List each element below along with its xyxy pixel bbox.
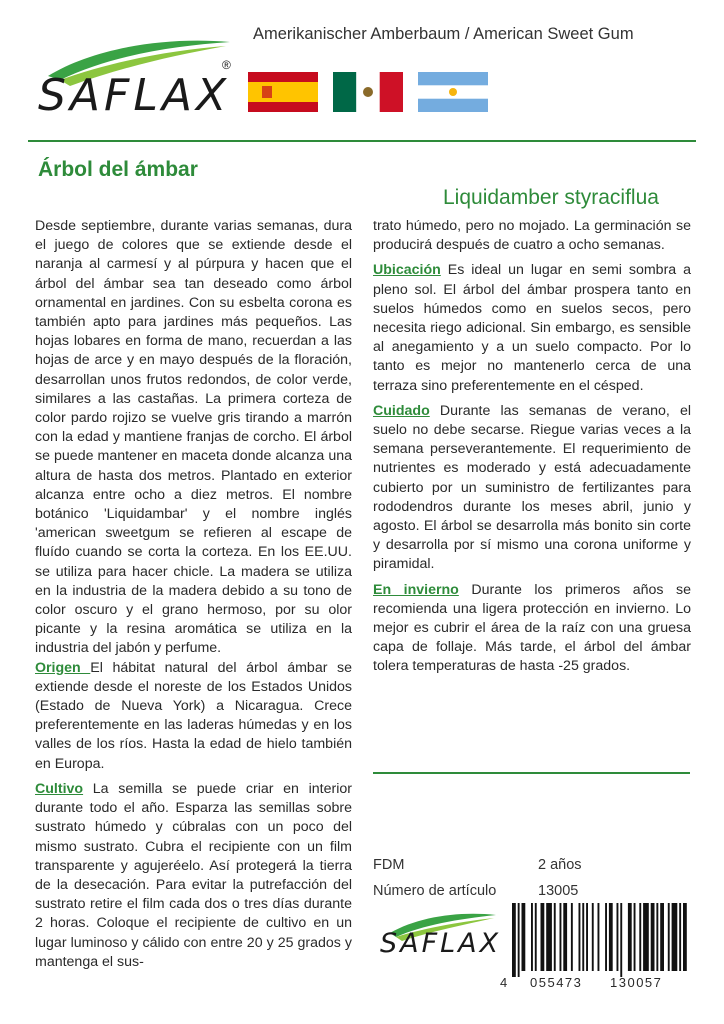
- saflax-logo: [30, 28, 240, 123]
- continuation-paragraph: trato húmedo, pero no mojado. La germinación se producirá después de cuatro a ocho semanas.: [373, 218, 691, 254]
- fdm-label: FDM: [373, 857, 405, 873]
- barcode-bar: [546, 903, 552, 971]
- article-number-label: Número de artículo: [373, 883, 497, 899]
- cuidado-heading: Cuidado: [373, 402, 430, 419]
- cuidado-text: Durante las semanas de verano, el suelo no debe secarse. Riegue varias veces a la semana perseverantemente. El requerimiento de nutrientes es moderado y está adecuadamente cubierto por un suministro de fertilizantes para rododendros durante los meses abril, junio y agosto. El árbol se desarrolla más bonito sin corte y desarrolla por sí mismo una corona uniforme y piramidal.: [373, 402, 691, 573]
- barcode-bar: [582, 903, 584, 971]
- invierno-heading: En invierno: [373, 581, 459, 598]
- barcode-bar: [643, 903, 649, 971]
- argentina-flag: [418, 72, 488, 112]
- origen-heading: Origen: [35, 659, 91, 676]
- article-number-value: 13005: [538, 883, 579, 899]
- mexico-flag: [333, 72, 403, 112]
- barcode-bar: [512, 903, 516, 977]
- cultivo-text: La semilla se puede criar en interior durante todo el año. Esparza las semillas sobre sustrato húmedo y cúbralas con un poco del mismo sustrato. Cubra el recipiente con un film transparente y agujeréelo. Así protegerá la tierra de la desecación. Para evitar la putrefacción del sustrato retire el film cada dos o tres días durante 2 horas. Coloque el recipiente de cultivo en un lugar luminoso y cálido con entre 20 y 25 grados y mantenga el sus-: [35, 780, 352, 970]
- cuidado-section: [373, 402, 691, 575]
- invierno-text: Durante los primeros años se recomienda una ligera protección en invierno. Lo mejor es cubrir el área de la raíz con una gruesa capa de follaje. Más tarde, el árbol del ámbar tolera temperaturas de hasta -25 grados.: [373, 581, 691, 675]
- fdm-value: 2 años: [538, 857, 582, 873]
- origen-text: El hábitat natural del árbol ámbar se extiende desde el noreste de los Estados Unidos (Estado de Nueva York) a Nicaragua. Crece preferentemente en las laderas húmedas y en los valles de los ríos. Hasta la edad de hielo también en Europa.: [35, 659, 352, 772]
- intro-paragraph: Desde septiembre, durante varias semanas, dura el juego de colores que se extiende desde el naranja al carmesí y al púrpura y hacen que el árbol del ámbar sea tan deseado como árbol ornamental en jardines. Con su esbelta corona es también apto para jardines más pequeños. Las hojas lobares en forma de mano, recuerdan a las hojas de arce y en mayo después de la floración, desarrollan unos frutos redondos, de color verde, similares a las castañas. La primera corteza de color pardo rojizo se vuelve gris tirando a marrón con la edad y mantiene franjas de corcho. El árbol se puede mantener en maceta donde alcanza una altura de hasta dos metros. Plantado en exterior alcanza entre ocho a diez metros. El nombre botánico 'Liquidambar' y el nombre inglés 'american sweetgum se refieren al escape de fluído cuando se corta la corteza. En los EE.UU. se utiliza para hacer chicle. La madera se utiliza en la industria de la madera debido a su tono de color oscuro y el grano hermoso, por su olor picante y la resina aromática se utiliza en la industria del jabón y perfume.: [35, 218, 352, 657]
- barcode-bar: [522, 903, 526, 971]
- barcode-bar: [639, 903, 641, 971]
- barcode-bar: [634, 903, 636, 971]
- ubicacion-section: [373, 261, 691, 395]
- barcode-bar: [617, 903, 619, 971]
- barcode-bar: [656, 903, 658, 971]
- barcode-bar: [660, 903, 664, 971]
- right-column: [373, 217, 691, 677]
- barcode-bars: [500, 903, 690, 977]
- left-column: [35, 217, 352, 972]
- barcode-bar: [620, 903, 622, 977]
- barcode-bar: [672, 903, 678, 971]
- barcode-bar: [605, 903, 607, 971]
- barcode-bar: [541, 903, 545, 971]
- barcode-bar: [651, 903, 655, 971]
- barcode-bar: [518, 903, 520, 977]
- barcode-bar: [592, 903, 594, 971]
- common-name-title: Árbol del ámbar: [38, 158, 198, 181]
- registered-mark: ®: [222, 58, 231, 72]
- brand-name: SAFLAX: [38, 70, 231, 121]
- barcode-bar: [531, 903, 533, 971]
- barcode-bar: [586, 903, 588, 971]
- cultivo-section: [35, 780, 352, 972]
- barcode-bar: [679, 903, 681, 971]
- barcode-bar: [609, 903, 613, 971]
- barcode: [500, 903, 690, 995]
- barcode-digits-left: 055473: [530, 975, 583, 990]
- top-title: Amerikanischer Amberbaum / American Sweet Gum: [253, 25, 634, 43]
- barcode-bar: [571, 903, 573, 971]
- barcode-bar: [598, 903, 600, 971]
- footer-brand-name: SAFLAX: [380, 928, 502, 959]
- barcode-bar: [560, 903, 562, 971]
- ubicacion-text: Es ideal un lugar en semi sombra a pleno sol. El árbol del ámbar prospera tanto en suelos húmedos como en suelos secos, pero necesita riego adicional. Sin embargo, es sensible al anegamiento y a un suelo compacto. Por lo tanto es mejor no mantenerlo cerca de una terraza sino preferentemente en el césped.: [373, 262, 691, 394]
- cultivo-heading: Cultivo: [35, 780, 84, 797]
- barcode-bar: [683, 903, 687, 971]
- barcode-bar: [628, 903, 632, 971]
- barcode-bar: [563, 903, 567, 971]
- origen-section: [35, 659, 352, 774]
- spain-flag: [248, 72, 318, 112]
- latin-name-title: Liquidamber styraciflua: [443, 186, 659, 209]
- barcode-bar: [579, 903, 581, 971]
- barcode-bar: [668, 903, 670, 971]
- barcode-bar: [535, 903, 537, 971]
- header-divider: [28, 140, 696, 142]
- barcode-digits-right: 130057: [610, 975, 663, 990]
- right-column-divider: [373, 772, 690, 774]
- ubicacion-heading: Ubicación: [373, 262, 441, 279]
- barcode-bar: [554, 903, 556, 971]
- invierno-section: [373, 581, 691, 677]
- barcode-digit-first: 4: [500, 975, 508, 990]
- footer-saflax-logo: [378, 905, 503, 975]
